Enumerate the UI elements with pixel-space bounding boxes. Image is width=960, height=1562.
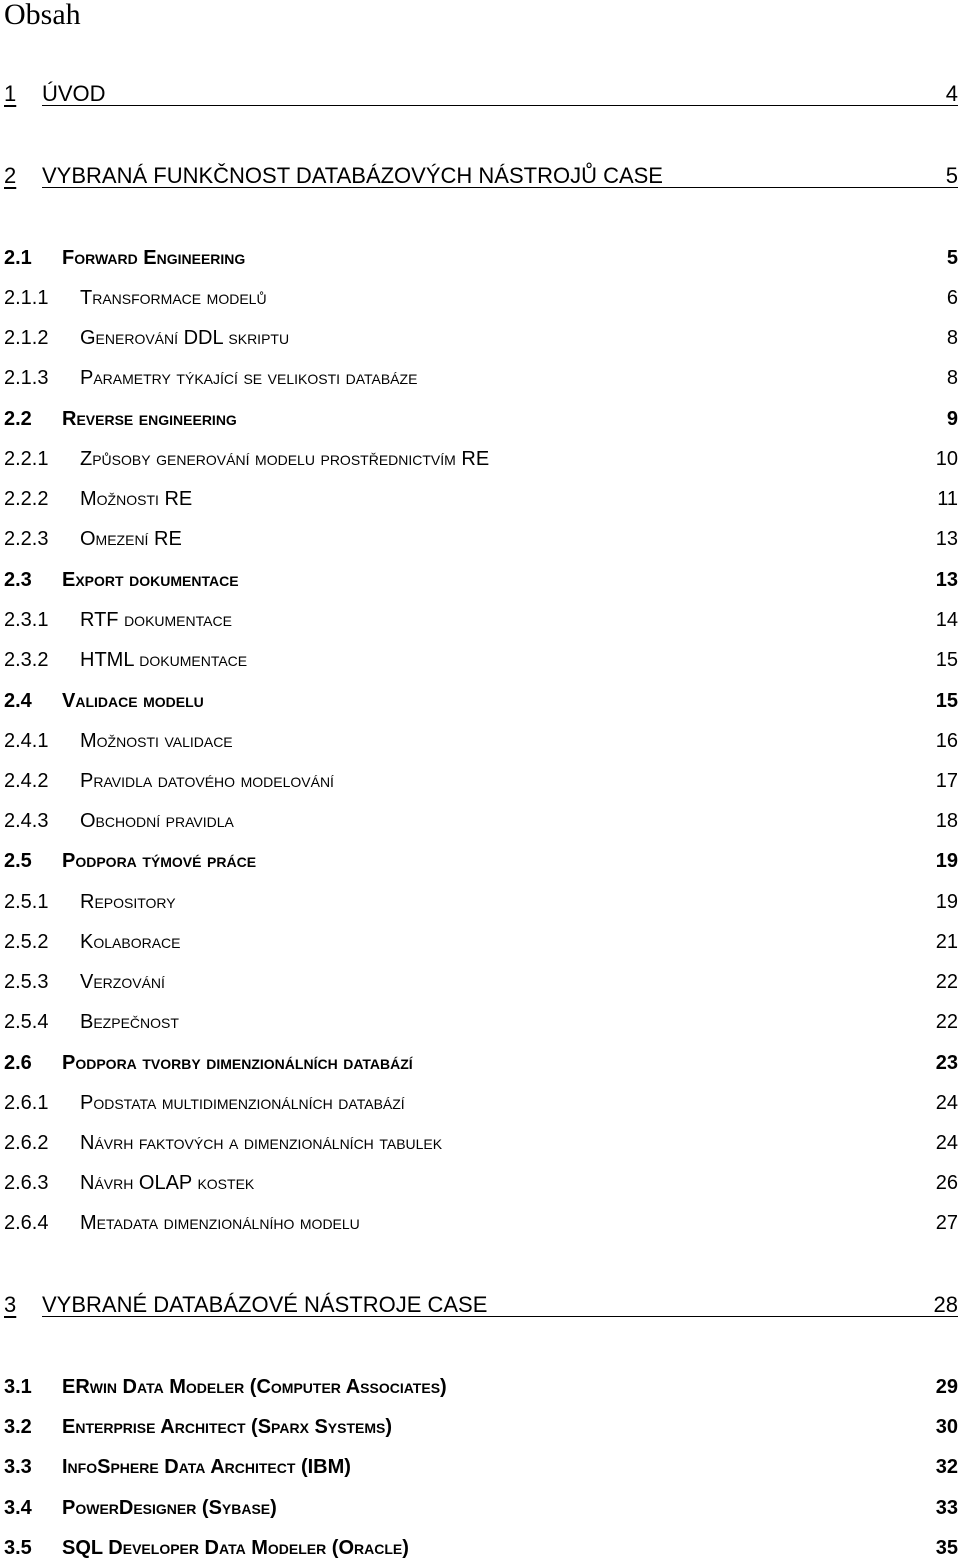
toc-entry-label[interactable]: VYBRANÉ DATABÁZOVÉ NÁSTROJE CASE: [42, 1292, 488, 1317]
toc-entry-underline: [42, 1316, 958, 1317]
toc-entry-label[interactable]: Způsoby generování modelu prostřednictvím RE: [80, 448, 490, 470]
toc-entry-label[interactable]: Verzování: [80, 971, 165, 993]
toc-entry-number: 2.2.1: [4, 448, 49, 470]
toc-entry-label[interactable]: ÚVOD: [42, 81, 106, 106]
toc-entry-number: 2: [4, 163, 17, 188]
toc-entry-label[interactable]: Validace modelu: [62, 690, 204, 712]
toc-entry-page: 15: [935, 649, 958, 671]
toc-entry-number: 2.6.3: [4, 1172, 49, 1194]
toc-entry-label[interactable]: Návrh OLAP kostek: [80, 1172, 255, 1194]
toc-entry-page: 8: [946, 327, 958, 349]
toc-entry[interactable]: [0, 1209, 960, 1237]
toc-entry[interactable]: [0, 1413, 960, 1441]
toc-entry[interactable]: [0, 405, 960, 433]
toc-entry[interactable]: [0, 646, 960, 674]
toc-entry-number: 2.1: [4, 247, 32, 269]
toc-entry-label[interactable]: InfoSphere Data Architect (IBM): [62, 1456, 351, 1478]
toc-entry-label[interactable]: Metadata dimenzionálního modelu: [80, 1212, 360, 1234]
toc-entry-label[interactable]: VYBRANÁ FUNKČNOST DATABÁZOVÝCH NÁSTROJŮ CASE: [42, 163, 663, 188]
toc-entry-page: 26: [935, 1172, 958, 1194]
toc-entry[interactable]: [0, 687, 960, 715]
toc-entry-label[interactable]: Forward Engineering: [62, 247, 246, 269]
toc-entry-page: 9: [946, 408, 958, 430]
toc-entry-underline: [42, 187, 958, 188]
toc-entry-page: 28: [933, 1292, 958, 1317]
toc-entry[interactable]: [0, 324, 960, 352]
toc-entry-number: 3: [4, 1292, 17, 1317]
toc-entry[interactable]: [0, 1453, 960, 1481]
toc-entry[interactable]: [0, 1534, 960, 1562]
toc-entry[interactable]: [0, 888, 960, 916]
toc-entry-label[interactable]: HTML dokumentace: [80, 649, 248, 671]
toc-entry-page: 24: [935, 1092, 958, 1114]
toc-entry[interactable]: [0, 525, 960, 553]
toc-entry[interactable]: [0, 364, 960, 392]
toc-entry-label[interactable]: Obchodní pravidla: [80, 810, 234, 832]
toc-entry-label[interactable]: Generování DDL skriptu: [80, 327, 290, 349]
toc-entry-label[interactable]: RTF dokumentace: [80, 609, 232, 631]
toc-entry-number: 2.4.3: [4, 810, 49, 832]
toc-entry-page: 22: [935, 971, 958, 993]
toc-entry-page: 19: [935, 891, 958, 913]
toc-entry[interactable]: [0, 727, 960, 755]
toc-entry-number: 2.3.2: [4, 649, 49, 671]
toc-entry-number: 2.2.2: [4, 488, 49, 510]
toc-entry-label[interactable]: ERwin Data Modeler (Computer Associates): [62, 1376, 447, 1398]
toc-entry[interactable]: [0, 1008, 960, 1036]
toc-entry-number: 2.4: [4, 690, 32, 712]
toc-entry[interactable]: [0, 162, 960, 190]
toc-entry[interactable]: [0, 1089, 960, 1117]
toc-entry-page: 5: [946, 247, 958, 269]
toc-entry[interactable]: [0, 606, 960, 634]
toc-entry[interactable]: [0, 1129, 960, 1157]
toc-entry-page: 14: [935, 609, 958, 631]
toc-entry-number: 2.4.2: [4, 770, 49, 792]
toc-entry-label[interactable]: Kolaborace: [80, 931, 181, 953]
toc-entry-label[interactable]: Možnosti validace: [80, 730, 233, 752]
toc-entry-number: 2.5.1: [4, 891, 49, 913]
toc-entry[interactable]: [0, 1049, 960, 1077]
toc-entry-number: 2.2: [4, 408, 32, 430]
toc-entry-page: 21: [935, 931, 958, 953]
toc-entry-underline: [42, 105, 958, 106]
toc-entry-number: 2.5: [4, 850, 32, 872]
toc-entry-label[interactable]: Omezení RE: [80, 528, 182, 550]
toc-entry-number: 2.4.1: [4, 730, 49, 752]
toc-entry-number: 3.2: [4, 1416, 32, 1438]
toc-entry-label[interactable]: Transformace modelů: [80, 287, 267, 309]
toc-entry-number: 2.6.2: [4, 1132, 49, 1154]
toc-entry-page: 22: [935, 1011, 958, 1033]
toc-entry-number: 2.2.3: [4, 528, 49, 550]
toc-entry[interactable]: [0, 1373, 960, 1401]
toc-entry-number: 2.1.3: [4, 367, 49, 389]
toc-entry-page: 35: [935, 1537, 958, 1559]
toc-entry[interactable]: [0, 847, 960, 875]
toc-entry-label[interactable]: Podpora tvorby dimenzionálních databází: [62, 1052, 413, 1074]
toc-entry-page: 10: [935, 448, 958, 470]
toc-entry-page: 6: [946, 287, 958, 309]
toc-entry-number: 3.5: [4, 1537, 32, 1559]
toc-entry-page: 29: [935, 1376, 958, 1398]
toc-entry[interactable]: [0, 445, 960, 473]
toc-entry-page: 11: [937, 488, 958, 510]
toc-entry-number: 2.3.1: [4, 609, 49, 631]
toc-entry-page: 19: [935, 850, 958, 872]
toc-entry-number: 2.1.2: [4, 327, 49, 349]
toc-entry-label[interactable]: Bezpečnost: [80, 1011, 179, 1033]
toc-entry-number: 2.6.1: [4, 1092, 49, 1114]
toc-entry-label[interactable]: Podstata multidimenzionálních databází: [80, 1092, 405, 1114]
toc-entry-label[interactable]: Reverse engineering: [62, 408, 237, 430]
toc-entry-label[interactable]: Repository: [80, 891, 176, 913]
toc-entry-number: 2.5.2: [4, 931, 49, 953]
toc-entry-page: 5: [945, 163, 958, 188]
toc-entry-page: 23: [935, 1052, 958, 1074]
toc-entry-label[interactable]: Enterprise Architect (Sparx Systems): [62, 1416, 393, 1438]
toc-entry-label[interactable]: Podpora týmové práce: [62, 850, 257, 872]
toc-entry-page: 13: [935, 569, 958, 591]
page-title: Obsah: [4, 0, 81, 31]
toc-entry-number: 2.6.4: [4, 1212, 49, 1234]
toc-entry-page: 17: [935, 770, 958, 792]
toc-entry[interactable]: [0, 284, 960, 312]
toc-entry-label[interactable]: Parametry týkající se velikosti databáze: [80, 367, 418, 389]
toc-entry-page: 32: [935, 1456, 958, 1478]
toc-entry[interactable]: [0, 1494, 960, 1522]
toc-entry-label[interactable]: Export dokumentace: [62, 569, 239, 591]
toc-entry-label[interactable]: PowerDesigner (Sybase): [62, 1497, 277, 1519]
toc-entry-page: 18: [935, 810, 958, 832]
toc-entry-label[interactable]: Návrh faktových a dimenzionálních tabulek: [80, 1132, 443, 1154]
toc-entry-number: 1: [4, 81, 17, 106]
toc-entry[interactable]: [0, 767, 960, 795]
toc-entry-page: 27: [935, 1212, 958, 1234]
toc-entry-number: 3.3: [4, 1456, 32, 1478]
toc-entry-number: 3.1: [4, 1376, 32, 1398]
toc-entry[interactable]: [0, 928, 960, 956]
toc-entry-page: 24: [935, 1132, 958, 1154]
toc-entry-number: 2.5.4: [4, 1011, 49, 1033]
toc-entry-page: 4: [945, 81, 958, 106]
toc-entry[interactable]: [0, 968, 960, 996]
toc-entry[interactable]: [0, 1169, 960, 1197]
toc-entry[interactable]: [0, 1291, 960, 1319]
toc-entry-page: 30: [935, 1416, 958, 1438]
toc-entry-page: 16: [935, 730, 958, 752]
toc-entry[interactable]: [0, 807, 960, 835]
toc-entry-page: 13: [935, 528, 958, 550]
toc-entry-label[interactable]: Možnosti RE: [80, 488, 193, 510]
toc-entry-number: 2.6: [4, 1052, 32, 1074]
toc-entry[interactable]: [0, 485, 960, 513]
toc-entry-number: 2.3: [4, 569, 32, 591]
toc-entry-page: 8: [946, 367, 958, 389]
toc-entry-number: 2.5.3: [4, 971, 49, 993]
toc-entry-label[interactable]: Pravidla datového modelování: [80, 770, 334, 792]
toc-entry[interactable]: [0, 244, 960, 272]
toc-entry[interactable]: [0, 80, 960, 108]
toc-entry-number: 2.1.1: [4, 287, 49, 309]
toc-entry-page: 33: [935, 1497, 958, 1519]
toc-entry-page: 15: [935, 690, 958, 712]
toc-entry[interactable]: [0, 566, 960, 594]
toc-entry-number: 3.4: [4, 1497, 32, 1519]
toc-entry-label[interactable]: SQL Developer Data Modeler (Oracle): [62, 1537, 409, 1559]
